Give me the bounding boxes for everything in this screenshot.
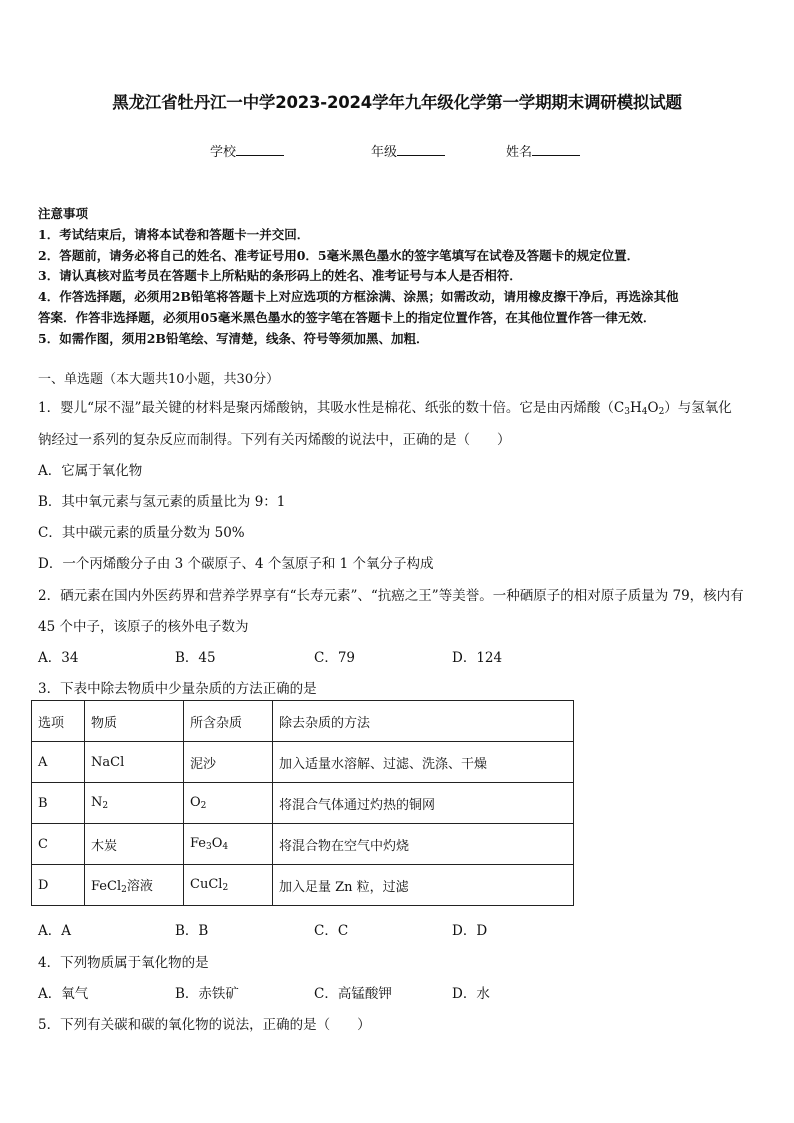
cell-substance	[85, 865, 184, 906]
grade-label: 年级	[371, 145, 398, 160]
section-heading: 一、单选题（本大题共10小题，共30分）	[38, 372, 280, 387]
header-cell-substance: 物质	[85, 701, 184, 742]
cell-impurity	[184, 865, 273, 906]
impurity-formula: 泥沙	[190, 756, 217, 772]
cell-method: 加入足量 Zn 粒，过滤	[273, 865, 574, 906]
impurity-table	[31, 700, 574, 906]
cell-substance	[85, 742, 184, 783]
school-blank[interactable]	[236, 143, 284, 156]
q1-formula-sub: 3	[624, 407, 630, 417]
cell-option: A	[32, 742, 85, 783]
q1-formula-sub: 2	[658, 407, 665, 417]
header-cell-impurity: 所含杂质	[184, 701, 273, 742]
q4-option-a[interactable]: A．氧气	[38, 986, 89, 1002]
impurity-formula: O	[190, 795, 201, 810]
cell-substance	[85, 824, 184, 865]
q2-option-d[interactable]: D．124	[452, 650, 503, 666]
table-header-row	[32, 701, 574, 742]
question-5-stem: 5．下列有关碳和碳的氧化物的说法，正确的是（ ）	[38, 1017, 371, 1033]
q1-formula-o: O	[647, 400, 659, 416]
table-row	[32, 824, 574, 865]
substance-formula: N	[91, 795, 103, 810]
q1-option-d[interactable]: D．一个丙烯酸分子由 3 个碳原子、4 个氢原子和 1 个氧分子构成	[38, 556, 434, 572]
substance-formula: 木炭	[91, 838, 118, 854]
note-item: 3．请认真核对监考员在答题卡上所粘贴的条形码上的姓名、准考证号与本人是否相符．	[38, 268, 522, 283]
q2-option-b[interactable]: B．45	[175, 650, 216, 666]
formula-subscript: 2	[121, 885, 127, 895]
note-item: 答案．作答非选择题，必须用05毫米黑色墨水的签字笔在答题卡上的指定位置作答，在其他位置作答一律无效．	[38, 310, 656, 325]
q1-text-before: 1．婴儿“尿不湿”最关键的材料是聚丙烯酸钠，其吸水性是棉花、纸张的数十倍。它是由丙烯酸（C	[38, 400, 625, 416]
cell-method: 将混合气体通过灼热的铜网	[273, 783, 574, 824]
question-1-line-1	[38, 396, 732, 417]
cell-method: 加入适量水溶解、过滤、洗涤、干燥	[273, 742, 574, 783]
substance-formula: FeCl	[91, 879, 122, 894]
cell-option: D	[32, 865, 85, 906]
table-row	[32, 742, 574, 783]
impurity-formula: Fe	[190, 836, 207, 851]
page-title: 黑龙江省牡丹江一中学2023-2024学年九年级化学第一学期期末调研模拟试题	[112, 93, 682, 112]
formula-subscript: 3	[206, 842, 212, 852]
notes-heading: 注意事项	[38, 206, 89, 221]
note-item: 1．考试结束后，请将本试卷和答题卡一并交回．	[38, 227, 310, 242]
cell-impurity	[184, 742, 273, 783]
note-item: 5．如需作图，须用2B铅笔绘、写清楚，线条、符号等须加黑、加粗．	[38, 331, 429, 346]
substance-formula: NaCl	[91, 754, 125, 770]
school-label: 学校	[210, 145, 237, 160]
q2-option-a[interactable]: A．34	[38, 650, 79, 666]
note-item: 4．作答选择题，必须用2B铅笔将答题卡上对应选项的方框涂满、涂黑；如需改动，请用橡皮擦干净后，再选涂其他	[38, 289, 679, 304]
formula-subscript: 2	[102, 801, 109, 811]
question-1-line-2: 钠经过一系列的复杂反应而制得。下列有关丙烯酸的说法中，正确的是（ ）	[38, 432, 511, 448]
substance-suffix: 溶液	[126, 879, 153, 894]
q3-option-c[interactable]: C．C	[314, 923, 349, 939]
cell-impurity	[184, 783, 273, 824]
q1-option-b[interactable]: B．其中氧元素与氢元素的质量比为 9：1	[38, 494, 286, 510]
q4-option-c[interactable]: C．高锰酸钾	[314, 986, 392, 1002]
table-row	[32, 783, 574, 824]
name-field[interactable]	[506, 141, 580, 160]
cell-method: 将混合物在空气中灼烧	[273, 824, 574, 865]
q1-text-after: ）与氢氧化	[664, 400, 732, 416]
q3-option-d[interactable]: D．D	[452, 923, 488, 939]
table-row	[32, 865, 574, 906]
cell-impurity	[184, 824, 273, 865]
question-2-line-1: 2．硒元素在国内外医药界和营养学界享有“长寿元素”、“抗癌之王”等美誉。一种硒原子的相对原子质量为 79，核内有	[38, 588, 744, 604]
header-cell-option: 选项	[32, 701, 85, 742]
cell-option: B	[32, 783, 85, 824]
cell-substance	[85, 783, 184, 824]
q3-option-b[interactable]: B．B	[175, 923, 209, 939]
q4-option-d[interactable]: D．水	[452, 986, 490, 1002]
impurity-formula-part: O	[211, 836, 223, 851]
q1-option-a[interactable]: A．它属于氧化物	[38, 463, 143, 479]
question-4-stem: 4．下列物质属于氧化物的是	[38, 955, 209, 971]
q4-option-b[interactable]: B．赤铁矿	[175, 986, 239, 1002]
q1-formula-sub: 4	[641, 407, 648, 417]
question-2-line-2: 45 个中子，该原子的核外电子数为	[38, 619, 249, 635]
header-cell-method: 除去杂质的方法	[273, 701, 574, 742]
grade-field[interactable]	[371, 141, 445, 160]
name-label: 姓名	[506, 145, 533, 160]
formula-subscript: 4	[222, 842, 229, 852]
formula-subscript: 2	[200, 801, 207, 811]
q1-formula-h: H	[629, 400, 642, 416]
formula-subscript: 2	[222, 883, 229, 893]
q3-option-a[interactable]: A．A	[38, 923, 71, 939]
impurity-formula: CuCl	[190, 877, 223, 892]
name-blank[interactable]	[532, 143, 580, 156]
q2-option-c[interactable]: C．79	[314, 650, 356, 666]
school-field[interactable]	[210, 141, 284, 160]
note-item: 2．答题前，请务必将自己的姓名、准考证号用0．5毫米黑色墨水的签字笔填写在试卷及答题卡的规定位置．	[38, 248, 640, 263]
q1-option-c[interactable]: C．其中碳元素的质量分数为 50%	[38, 525, 245, 541]
cell-option: C	[32, 824, 85, 865]
grade-blank[interactable]	[397, 143, 445, 156]
question-3-stem: 3．下表中除去物质中少量杂质的方法正确的是	[38, 681, 317, 697]
